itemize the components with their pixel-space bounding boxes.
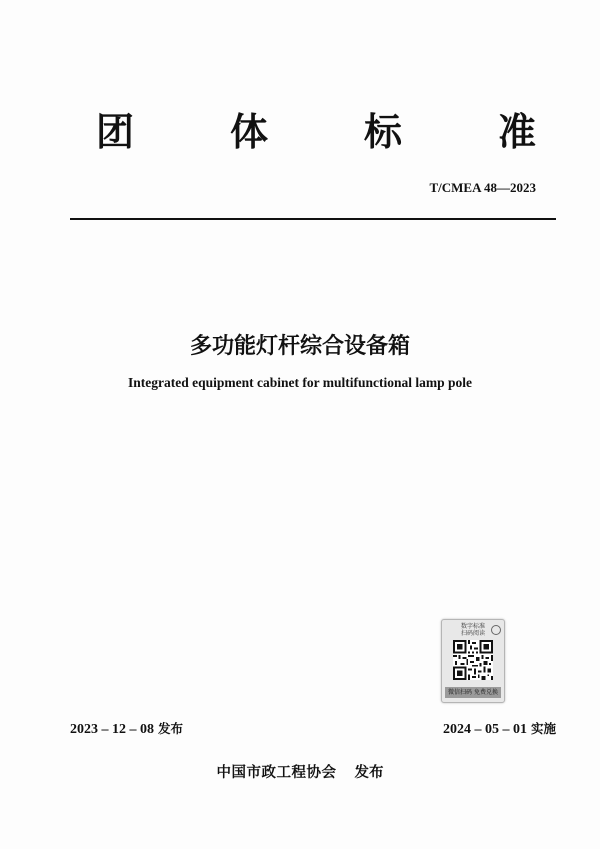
qr-code-sticker[interactable] — [441, 619, 505, 703]
qr-code-icon[interactable] — [453, 640, 493, 680]
category-char-3: 标 — [363, 110, 402, 154]
implement-label: 实施 — [530, 721, 556, 736]
sticker-heading-line-1: 数字标准 — [460, 623, 485, 630]
document-title-chinese: 多功能灯杆综合设备箱 — [189, 334, 410, 359]
publisher-line — [0, 763, 600, 783]
sticker-redeem-label: 微信扫码 免费兑换 — [445, 687, 501, 698]
header-divider — [70, 218, 556, 220]
category-char-4: 准 — [497, 110, 536, 154]
publish-date-group — [70, 720, 183, 739]
publisher-organization: 中国市政工程协会 — [216, 765, 337, 781]
sticker-heading — [446, 623, 500, 637]
publish-label: 发布 — [158, 721, 184, 736]
publisher-action: 发布 — [354, 765, 384, 781]
standard-code: T/CMEA 48—2023 — [429, 180, 536, 195]
document-title-english: Integrated equipment cabinet for multifunctional lamp pole — [128, 375, 472, 390]
category-char-2: 体 — [229, 110, 268, 154]
category-char-1: 团 — [96, 110, 135, 154]
implement-date-group — [443, 720, 556, 739]
implement-date: 2024 – 05 – 01 — [442, 722, 527, 737]
sticker-heading-line-2: 扫码阅读 — [460, 630, 485, 637]
date-row — [70, 720, 556, 739]
document-category-heading — [96, 110, 536, 154]
publish-date: 2023 – 12 – 08 — [70, 722, 154, 737]
